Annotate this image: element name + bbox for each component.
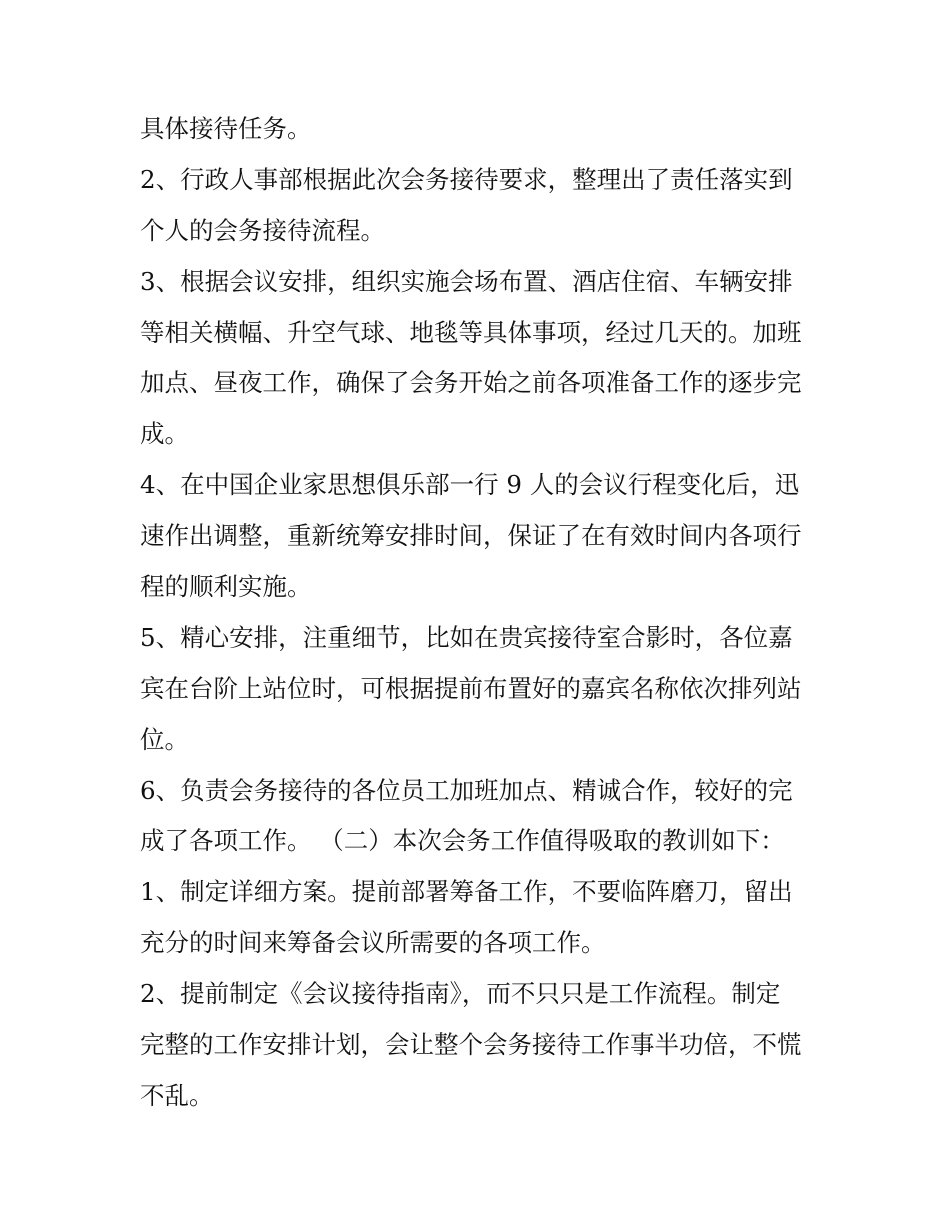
text-line: 程的顺利实施。 — [140, 572, 312, 602]
text-line: 位。 — [140, 724, 189, 754]
text-line: 速作出调整，重新统筹安排时间，保证了在有效时间内各项行 — [140, 521, 802, 551]
text-line: 2、行政人事部根据此次会务接待要求，整理出了责任落实到 — [140, 164, 793, 194]
text-line: 1、制定详细方案。提前部署筹备工作，不要临阵磨刀，留出 — [140, 877, 793, 907]
text-line: 具体接待任务。 — [140, 114, 312, 143]
text-line: 加点、昼夜工作，确保了会务开始之前各项准备工作的逐步完 — [140, 368, 802, 398]
text-line: 宾在台阶上站位时，可根据提前布置好的嘉宾名称依次排列站 — [140, 673, 802, 703]
text-line: 4、在中国企业家思想俱乐部一行 9 人的会议行程变化后，迅 — [140, 470, 800, 500]
text-line: 等相关横幅、升空气球、地毯等具体事项，经过几天的。加班 — [140, 317, 802, 347]
document-body — [140, 104, 820, 1122]
text-line: 3、根据会议安排，组织实施会场布置、酒店住宿、车辆安排 — [140, 266, 793, 296]
text-line: 2、提前制定《会议接待指南》，而不只只是工作流程。制定 — [140, 979, 781, 1009]
text-line: 充分的时间来筹备会议所需要的各项工作。 — [140, 928, 606, 958]
text-line: 5、精心安排，注重细节，比如在贵宾接待室合影时，各位嘉 — [140, 622, 793, 652]
text-line: 成。 — [140, 419, 189, 449]
text-line: 6、负责会务接待的各位员工加班加点、精诚合作，较好的完 — [140, 775, 793, 805]
text-line: 成了各项工作。 （二）本次会务工作值得吸取的教训如下： — [140, 826, 785, 856]
text-line: 个人的会务接待流程。 — [140, 215, 385, 245]
text-line: 不乱。 — [140, 1080, 214, 1110]
text-line: 完整的工作安排计划，会让整个会务接待工作事半功倍，不慌 — [140, 1030, 802, 1060]
